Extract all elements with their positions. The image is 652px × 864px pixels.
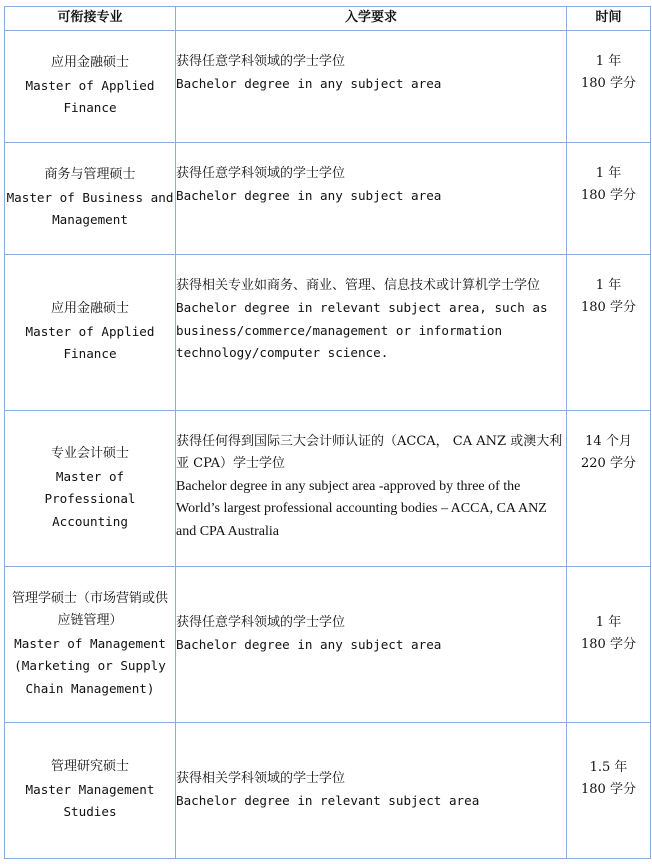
program-name-en: Master of [55,468,125,484]
program-name-cn: 商务与管理硕士 [44,167,136,183]
duration-credits: 180 学分 [581,637,636,652]
duration-length: 1 年 [595,614,622,630]
program-name-en: Management [52,212,128,228]
program-cell [5,30,176,142]
header-program: 可衔接专业 [5,7,176,31]
table-row [5,566,651,722]
program-name-en: Accounting [52,513,128,529]
requirement-cell [176,566,567,722]
program-name-en: (Marketing or Supply [14,658,166,674]
duration-credits: 180 学分 [581,300,636,315]
duration-length: 1 年 [595,53,622,69]
requirement-en: Bachelor degree in relevant subject area, such as business/commerce/management or information technology/computer science. [176,300,548,360]
program-cell [5,722,176,858]
requirement-en: Bachelor degree in any subject area [176,188,442,203]
duration-cell [567,722,651,858]
program-name-en: Master of Business and [6,189,174,205]
requirement-cn: 获得相关学科领域的学士学位 [176,770,346,786]
duration-credits: 180 学分 [581,76,636,91]
program-cell [5,410,176,566]
duration-length: 1 年 [595,277,622,293]
requirement-cn: 获得任意学科领域的学士学位 [176,165,346,181]
requirement-cn: 获得任意学科领域的学士学位 [176,53,346,69]
duration-credits: 220 学分 [581,456,636,471]
duration-credits: 180 学分 [581,782,636,797]
requirement-cell [176,142,567,254]
requirement-cell [176,254,567,410]
table-row [5,410,651,566]
duration-length: 1 年 [595,165,622,181]
program-name-en: Chain Management) [25,680,155,696]
program-cell [5,566,176,722]
program-name-en: Master Management [25,781,155,797]
program-name-en: Master of Management [14,635,166,651]
programs-table [4,6,651,859]
requirement-cell [176,30,567,142]
program-name-en: Finance [63,100,117,116]
table-row [5,254,651,410]
program-name-en: Master of Applied [25,323,155,339]
header-requirement: 入学要求 [176,7,567,31]
requirement-cn: 获得任何得到国际三大会计师认证的（ACCA， CA ANZ 或澳大利亚 CPA）学士学位 [176,433,563,471]
requirement-cell [176,410,567,566]
program-name-en: Studies [63,804,117,820]
requirement-en: Bachelor degree in any subject area [176,76,442,91]
duration-length: 14 个月 [585,433,632,449]
table-row [5,722,651,858]
header-duration: 时间 [567,7,651,31]
table-row [5,30,651,142]
duration-credits: 180 学分 [581,188,636,203]
program-name-en: Professional [44,491,136,506]
requirement-cn: 获得相关专业如商务、商业、管理、信息技术或计算机学士学位 [176,277,541,293]
program-name-cn: 应用金融硕士 [50,301,129,317]
program-name-cn: 专业会计硕士 [50,446,129,461]
duration-cell [567,566,651,722]
duration-cell [567,410,651,566]
program-name-cn: 管理研究硕士 [50,759,129,775]
requirement-cell [176,722,567,858]
requirement-en: Bachelor degree in any subject area -approved by three of the World’s largest professional accounting bodies – ACCA, CA ANZ and CPA Australia [176,478,547,539]
duration-cell [567,142,651,254]
program-name-en: Finance [63,346,117,362]
program-cell [5,254,176,410]
duration-length: 1.5 年 [589,759,628,775]
requirement-en: Bachelor degree in relevant subject area [176,793,480,808]
table-row [5,142,651,254]
duration-cell [567,30,651,142]
program-name-en: Master of Applied [25,77,155,93]
duration-cell [567,254,651,410]
program-name-cn: 管理学硕士（市场营销或供应链管理） [11,590,168,629]
program-cell [5,142,176,254]
program-name-cn: 应用金融硕士 [50,55,129,71]
header-row [5,7,651,31]
requirement-en: Bachelor degree in any subject area [176,637,442,652]
requirement-cn: 获得任意学科领域的学士学位 [176,614,346,630]
